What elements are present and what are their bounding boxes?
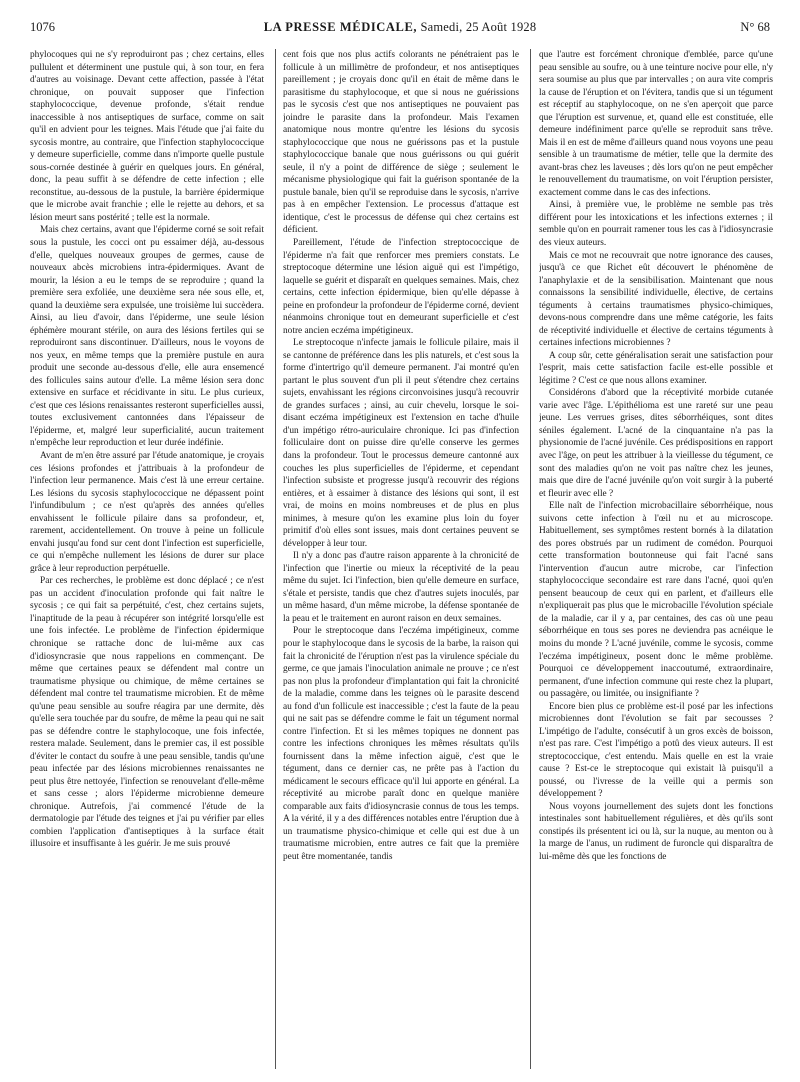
page-header xyxy=(30,0,770,40)
paragraph: Considérons d'abord que la réceptivité morbide cutanée varie avec l'âge. L'épithélioma est une rareté sur une peau jeune. Les verrues grises, dites séborrhéiques, sont dites séniles également. L'acné de la cinquantaine n'a pas la physionomie de l'acné juvénile. Ces prédispositions en rapport avec l'âge, on peut les attribuer à la vieillesse du tégument, ce sont des maladies qu'on ne voit pas naître chez les jeunes, mais que dire de l'acné juvénile qu'on voit surgir à la puberté et fleurir avec elle ? xyxy=(539,388,773,499)
paragraph: Il n'y a donc pas d'autre raison apparente à la chronicité de l'infection que l'inertie ou mieux la réceptivité de la peau même du sujet. Ici l'infection, bien qu'elle demeure en surface, s'étale et persiste, tandis que chez d'autres sujets inoculés, par un même hasard, d'un même microbe, la défense spontanée de la peau et le traitement en auront raison en deux semaines. xyxy=(283,551,519,624)
paragraph: Le streptocoque n'infecte jamais le follicule pilaire, mais il se cantonne de préférence dans les plis naturels, et c'est sous la forme d'intertrigo qu'il demeure permanent. J'ai montré qu'en partant le plus souvent d'un pli il peut s'étendre chez certains sujets, envahissant les régions circonvoisines jusqu'à recouvrir de grandes surfaces ; ainsi, au cuir chevelu, lorsque le soi-disant eczéma impétigineux est l'extension en tache d'huile d'un impétigo rétro-auriculaire chronique. Ici pas d'infection folliculaire dont on puisse dire qu'elle conserve les germes dans la profondeur. Tout le processus demeure cantonné aux couches les plus superficielles de l'épiderme, et cependant l'infection subsiste et progresse jusqu'à recouvrir des régions entières, et à essaimer à distance des lésions qui sont, il est vrai, de moins en moins nombreuses et de plus en plus minimes, à mesure qu'on les examine plus loin du foyer primitif d'où elles sont issues, mais dont certaines peuvent se développer à leur tour. xyxy=(283,338,519,549)
paragraph: que l'autre est forcément chronique d'emblée, parce qu'une peau sensible au soufre, ou à une teinture nocive pour elle, n'y sera soumise au plus que par intervalles ; on aura vite compris la cause de l'éruption et on l'évitera, tandis que si un tégument est réceptif au staphylocoque, on ne s'en aperçoit que parce que l'éruption est survenue, et, quand elle est constituée, elle demeure indéfiniment parce qu'elle se reproduit sans trêve. Mais il en est de même d'ailleurs quand nous voyons une peau sensible à un traumatisme de métier, telle que la dermite des avant-bras chez les laveuses ; dès lors qu'on ne peut empêcher le renouvellement du traumatisme, on voit l'éruption persister, exactement comme dans le cas des infections. xyxy=(539,50,773,198)
column-divider xyxy=(275,49,276,1069)
paragraph: Pareillement, l'étude de l'infection streptococcique de l'épiderme n'a fait que renforcer mes premiers constats. Le streptocoque détermine une lésion aiguë qui est l'impétigo, laquelle se guérit et disparaît en quelques semaines. Mais, chez certains, cette infection épidermique, bien qu'elle dépasse à peine en profondeur la profondeur de l'épiderme corné, devient néanmoins chronique tout en demeurant superficielle et c'est notre ancien eczéma impétigineux. xyxy=(283,237,519,336)
paragraph: Ainsi, à première vue, le problème ne semble pas très différent pour les intoxications et les infections externes ; il semble qu'on en pourrait ramener tous les cas à l'idiosyncrasie des vieux auteurs. xyxy=(539,200,773,248)
paragraph: Elle naît de l'infection microbacillaire séborrhéique, nous suivons cette infection à l'œil nu et au microscope. Habituellement, ses symptômes restent bornés à la dilatation des pores obstrués par un rudiment de comédon. Pourquoi cette transformation boutonneuse qui fait l'acné sans l'intervention d'aucun autre microbe, car l'infection staphylococcique secondaire est rare dans l'acné, quoi qu'en pensent beaucoup de ceux qui en parlent, et d'ailleurs elle n'expliquerait pas plus que le microbacille l'évolution spéciale de la maladie, car il y a, par centaines, des cas où une peau séborrhéique en tous ses pores ne deviendra pas acnéique le moins du monde ? L'acné juvénile, comme le sycosis, comme l'eczéma impétigineux, posent donc le même problème. Pourquoi ce développement inaccoutumé, extraordinaire, permanent, d'une infection commune qui reste chez la plupart, ou passagère, ou limitée, ou insignifiante ? xyxy=(539,501,773,700)
paragraph: Nous voyons journellement des sujets dont les fonctions intestinales sont habituellement régulières, et dès qu'ils sont constipés ils présentent ici ou là, sur la nuque, au menton ou à la marge de l'anus, un rudiment de furoncle qui disparaîtra de lui-même dès que les fonctions de xyxy=(539,801,773,862)
running-title xyxy=(30,20,770,34)
paragraph: Mais ce mot ne recouvrait que notre ignorance des causes, jusqu'à ce que Richet eût découvert le phénomène de l'anaphylaxie et de la sensibilisation. Maintenant que nous connaissons la sensibilité individuelle, élective, de certains téguments à certains traumatismes physico-chimiques, devons-nous comprendre dans une même catégorie, les faits de réceptivité individuelle et élective de certains téguments à certaines infections microbiennes ? xyxy=(539,250,773,349)
paragraph: cent fois que nos plus actifs colorants ne pénétraient pas le follicule à un millimètre de profondeur, et nos antiseptiques pareillement ; je croyais donc qu'il en était de même dans le parasitisme du staphylocoque, et que si nous ne guérissions pas le sycosis c'est que nos antiseptiques ne pouvaient pas joindre le parasite dans la profondeur. Mais l'examen anatomique nous montre qu'entre les lésions du sycosis staphylococcique que nous ne guérissons pas et la pustule staphylococcique banale que nous guérissons ou qui guérit seule, il n'y a point de différence de siège ; seulement le mécanisme physiologique qui fait la guérison spontanée de la pustule banale, bien qu'il se reproduise dans le sycosis, n'arrive pas à en empêcher l'extension. Le processus d'attaque est identique, c'est le processus de défense qui chez certains est déficient. xyxy=(283,50,519,236)
issue-date: Samedi, 25 Août 1928 xyxy=(420,20,537,34)
paragraph: Avant de m'en être assuré par l'étude anatomique, je croyais ces lésions profondes et j'attribuais à la profondeur de l'infection leur permanence. Mais c'est là une erreur certaine. Les lésions du sycosis staphylococcique ne dépassent point l'infundibulum ; ce n'est qu'après des années qu'elles envahissent le follicule pilaire dans sa profondeur, et, rarement, accidentellement. On trouve à peine un follicule envahi jusqu'au fond sur cent dont l'infection est superficielle, ce qui n'empêche nullement les lésions de durer sur place grâce à leur reproduction perpétuelle. xyxy=(30,451,264,574)
paragraph: A coup sûr, cette généralisation serait une satisfaction pour l'esprit, mais cette satisfaction facile est-elle possible et légitime ? C'est ce que nous allons examiner. xyxy=(539,350,773,386)
journal-name: LA PRESSE MÉDICALE, xyxy=(263,20,418,34)
text-column-3 xyxy=(539,49,773,1075)
paragraph: Mais chez certains, avant que l'épiderme corné se soit refait sous la pustule, les cocci ont pu essaimer déjà, au-dessous d'elle, quelques nouveaux groupes de germes, cause de nouveaux abcès microbiens intra-épidermiques. Avant de mourir, la lésion a eu le temps de se reproduire ; quand la première sera exfoliée, une deuxième sera née sous elle, et, quand la deuxième sera expulsée, une troisième lui succèdera. Ainsi, au lieu d'avoir, dans l'épiderme, une seule lésion éphémère mourant stérile, on aura des lésions fertiles qui se reproduiront sans discontinuer. D'ailleurs, nous le voyons de nos yeux, en même temps que la première pustule en aura produit une seconde au-dessous d'elle, elle aura ensemencé des follicules sains autour d'elle. La même lésion sera donc extensive en surface et récidivante in situ. Le plus curieux, c'est que ces lésions renaissantes resteront superficielles aussi, toutes exclusivement cantonnées dans l'épaisseur de l'épiderme, et, malgré leur superficialité, aucun traitement n'empêche leur reproduction et leur durée indéfinie. xyxy=(30,225,264,449)
paragraph: Encore bien plus ce problème est-il posé par les infections microbiennes dont l'évolution se fait par secousses ? L'impétigo de l'adulte, consécutif à un gros excès de boisson, n'est pas rare. C'est l'impétigo a potû des vieux auteurs. Il est streptococcique, c'est entendu. Mais quelle en est la vraie cause ? Est-ce le streptocoque qui existait là puisqu'il a poussé, ou l'ivresse de la veille qui a permis son développement ? xyxy=(539,701,773,800)
text-column-1 xyxy=(30,49,264,1075)
text-column-2 xyxy=(283,49,519,1075)
issue-number: N° 68 xyxy=(740,20,770,34)
page-number: 1076 xyxy=(30,20,55,34)
paragraph: Pour le streptocoque dans l'eczéma impétigineux, comme pour le staphylocoque dans le sycosis de la barbe, la raison qui fait la chronicité de l'éruption n'est pas la virulence spéciale du germe, ce que jamais l'inoculation animale ne prouve ; ce n'est pas non plus la profondeur d'implantation qui fait la chronicité de la maladie, comme dans les teignes où le parasite descend au fond d'un follicule est inaccessible ; c'est la faute de la peau qui ne sait pas se défendre comme le fait un tégument normal contre l'infection. Et si les mêmes topiques ne donnent pas contre les infections chroniques les mêmes résultats qu'ils fournissent dans la même infection aiguë, c'est que le tégument, dans ce dernier cas, ne prête pas à l'action du médicament le secours efficace qu'il lui apporte en général. La réceptivité au microbe paraît donc en quelque manière comparable aux faits d'idiosyncrasie connus de tous les temps. A la vérité, il y a des différences notables entre l'éruption due à un traumatisme physico-chimique et celle qui est due à un traumatisme microbien, entre autres ce fait que la première peut être momentanée, tandis xyxy=(283,626,519,862)
column-divider xyxy=(530,49,531,1069)
paragraph: Par ces recherches, le problème est donc déplacé ; ce n'est pas un accident d'inoculation profonde qui fait naître le sycosis ; ce qui fait sa perpétuité, c'est, chez certains sujets, l'inaptitude de la peau à récupérer son intégrité lorsqu'elle est une fois infectée. Le problème de l'infection épidermique chronique se rattache donc de lui-même aux cas d'idiosyncrasie que nous rappelions en commençant. De même que certaines peaux se défendent mal contre un traumatisme physique ou chimique, de même certaines se défendent mal contre tel traumatisme microbien. Et de même qu'une peau sensible au soufre réagira par une dermite, dès qu'elle sera touchée par du soufre, de même la peau qui ne sait pas se défendre contre le staphylocoque, une fois infectée, restera malade. Seulement, dans le premier cas, il est possible d'éviter le contact du soufre à une peau sensible, tandis qu'une peau infectée par des lésions microbiennes renaissantes ne peut plus être nettoyée, l'infection se renouvelant d'elle-même et sans cesse ; alors l'épiderme microbienne demeure chronique. Autrefois, j'ai commencé l'étude de la dermatologie par l'étude des teignes et j'ai pu vérifier par elles combien l'application d'antiseptiques à la surface était illusoire et insuffisante à les guérir. Je me suis prouvé xyxy=(30,576,264,850)
paragraph: phylocoques qui ne s'y reproduiront pas ; chez certains, elles pullulent et déterminent une pustule qui, à son tour, en fera d'autres au voisinage. Devant cette affection, passée à l'état chronique, on pouvait supposer que l'infection staphylococcique, devenue profonde, s'était rendue inaccessible à nos antiseptiques de surface, comme on sait qu'il en advient pour les teignes. Mais l'étude que j'ai faite du sycosis montre, au contraire, que l'infection staphylococcique y demeure superficielle, comme dans n'importe quelle pustule sous-cornée destinée à guérir en quelques jours. En général, donc, la peau suffit à se défendre de cette infection ; elle reconstitue, au-dessous de la pustule, la barrière épidermique que le microbe avait franchie ; elle le rejette au dehors, et sa lésion meurt sans postérité ; telle est la normale. xyxy=(30,50,264,223)
